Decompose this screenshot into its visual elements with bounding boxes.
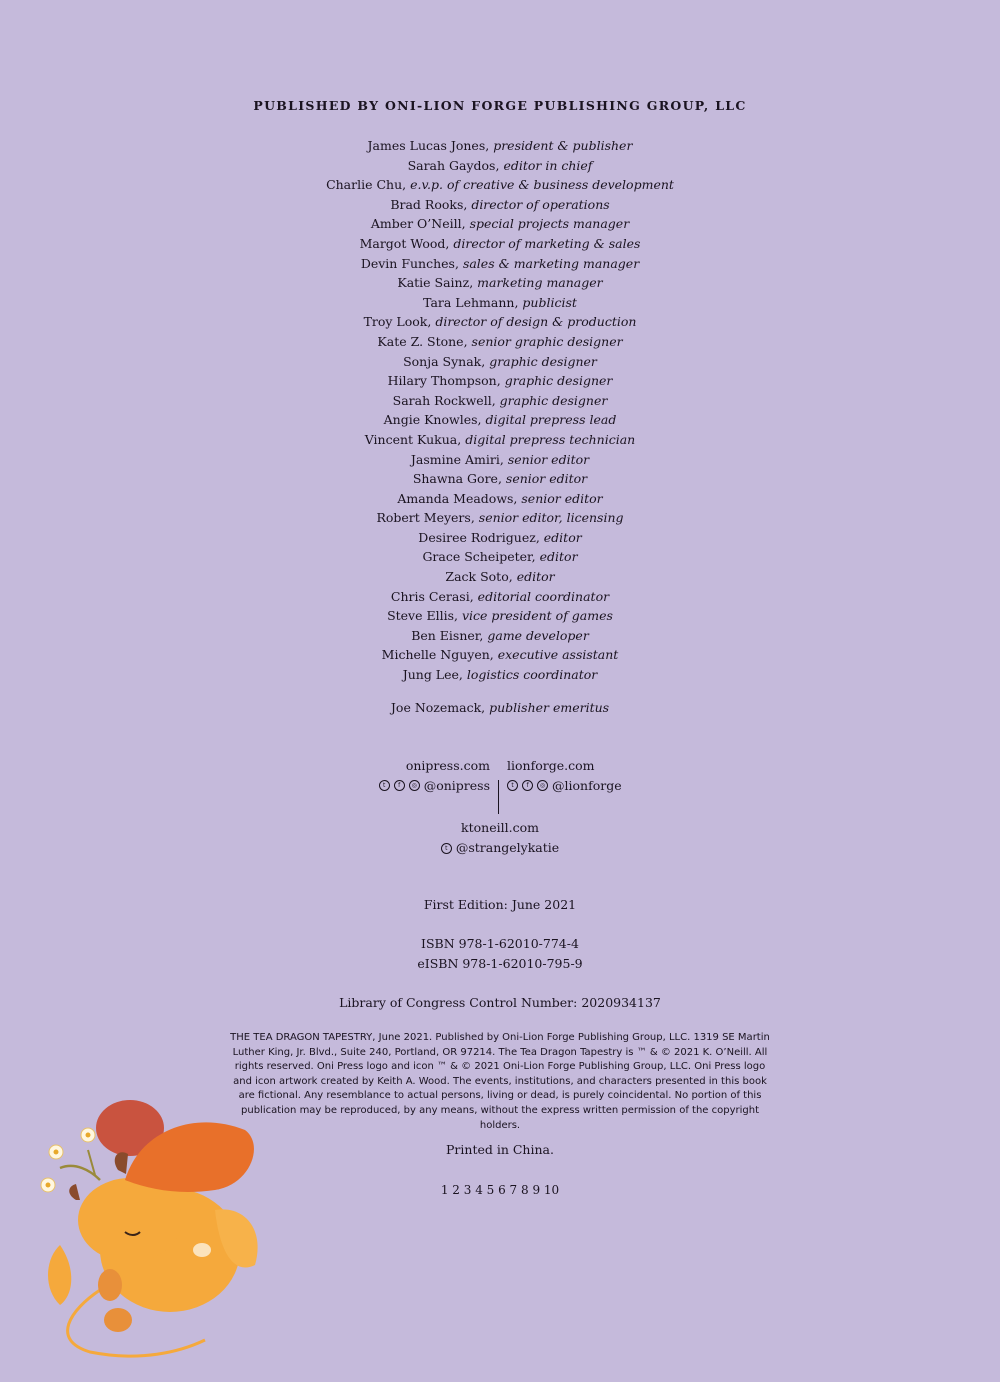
staff-name: Desiree Rodriguez, [418,529,540,545]
staff-row [0,450,1000,470]
staff-row [0,234,1000,254]
staff-row [0,626,1000,646]
site-divider [498,780,499,814]
staff-name: Amber O’Neill, [370,216,466,232]
staff-role: publicist [522,294,577,310]
staff-row [0,332,1000,352]
staff-name: Troy Look, [363,314,432,330]
publisher-heading: PUBLISHED BY ONI-LION FORGE PUBLISHING GROUP, LLC [253,98,747,113]
staff-role: editor [543,529,582,545]
staff-row [0,371,1000,391]
staff-name: Margot Wood, [359,235,450,251]
staff-role: graphic designer [499,392,608,408]
emeritus-row [0,700,1000,715]
author-info [0,818,1000,858]
publisher-sites [0,758,1000,818]
twitter-icon[interactable]: t [379,780,390,791]
staff-row [0,391,1000,411]
staff-row [0,587,1000,607]
staff-row [0,214,1000,234]
staff-row [0,528,1000,548]
staff-role: president & publisher [493,138,633,153]
staff-row [0,312,1000,332]
staff-row [0,156,1000,176]
instagram-icon[interactable]: ◎ [409,780,420,791]
staff-role: director of design & production [435,314,637,330]
lccn: Library of Congress Control Number: 2020934137 [339,995,661,1010]
legal-notice: THE TEA DRAGON TAPESTRY, June 2021. Published by Oni-Lion Forge Publishing Group, LLC. 1319 SE Martin Luther King, Jr. Blvd., Suite 240, Portland, OR 97214. The Tea Dragon Tapestry is ™ & © 2021 K. O’Neill. All rights reserved. Oni Press logo and icon ™ & © 2021 Oni-Lion Forge Publishing Group, LLC. Oni Press logo and icon artwork created by Keith A. Wood. The events, institutions, and characters presented in this book are fictional. Any resemblance to actual persons, living or dead, is purely coincidental. No portion of this publication may be reproduced, by any means, without the express written permission of the copyright holders. [230,1032,770,1131]
staff-name: Jung Lee, [402,667,463,683]
staff-row [0,195,1000,215]
emeritus-role: publisher emeritus [489,700,610,715]
staff-name: Shawna Gore, [412,471,502,487]
staff-row [0,469,1000,489]
twitter-icon[interactable]: t [441,843,452,854]
staff-row [0,665,1000,685]
staff-role: vice president of games [462,608,613,624]
staff-name: Sarah Rockwell, [392,392,496,408]
staff-role: senior editor [507,451,590,467]
staff-role: digital prepress lead [485,412,617,428]
staff-name: Chris Cerasi, [390,588,474,604]
staff-role: marketing manager [477,275,603,291]
onipress-social [379,778,490,793]
staff-name: Brad Rooks, [390,196,468,212]
staff-row [0,430,1000,450]
staff-name: Grace Scheipeter, [422,549,536,565]
staff-role: graphic designer [489,353,597,369]
staff-role: director of marketing & sales [453,235,641,251]
staff-name: Michelle Nguyen, [381,647,494,663]
staff-role: editor in chief [503,157,593,173]
staff-role: graphic designer [504,373,613,389]
staff-role: digital prepress technician [465,431,636,447]
staff-role: executive assistant [497,647,619,663]
staff-name: Tara Lehmann, [423,294,519,310]
staff-row [0,508,1000,528]
staff-role: sales & marketing manager [462,255,640,271]
staff-name: Ben Eisner, [411,627,484,643]
author-social [0,838,1000,858]
staff-row [0,293,1000,313]
staff-role: editorial coordinator [477,588,610,604]
twitter-icon[interactable]: t [507,780,518,791]
print-line: 1 2 3 4 5 6 7 8 9 10 [440,1183,560,1197]
staff-row [0,567,1000,587]
printed-in: Printed in China. [446,1142,554,1157]
staff-name: Amanda Meadows, [397,490,518,506]
isbn: ISBN 978-1-62010-774-4 [421,936,579,951]
staff-role: logistics coordinator [466,667,598,683]
staff-name: Steve Ellis, [387,608,459,624]
staff-name: Hilary Thompson, [387,373,501,389]
instagram-icon[interactable]: ◎ [537,780,548,791]
staff-role: game developer [487,627,589,643]
staff-row [0,606,1000,626]
staff-name: Devin Funches, [360,255,459,271]
staff-role: director of operations [471,196,610,212]
staff-name: Angie Knowles, [383,412,482,428]
staff-row [0,136,1000,156]
staff-name: Charlie Chu, [326,177,407,193]
staff-row [0,273,1000,293]
staff-role: senior editor, licensing [478,510,624,526]
author-handle[interactable]: @strangelykatie [455,840,560,855]
lionforge-social [507,778,622,793]
staff-row [0,352,1000,372]
lionforge-link[interactable]: lionforge.com [507,758,595,773]
staff-name: Sonja Synak, [403,353,486,369]
staff-role: special projects manager [469,216,630,232]
staff-name: Sarah Gaydos, [407,157,500,173]
staff-role: editor [516,569,555,585]
staff-row [0,645,1000,665]
staff-name: Kate Z. Stone, [377,333,468,349]
facebook-icon[interactable]: f [522,780,533,791]
staff-role: senior editor [521,490,603,506]
emeritus-name: Joe Nozemack, [390,700,486,715]
staff-name: Zack Soto, [445,569,513,585]
staff-name: Robert Meyers, [376,510,475,526]
edition: First Edition: June 2021 [423,897,577,912]
staff-row [0,254,1000,274]
author-link[interactable]: ktoneill.com [461,820,539,835]
staff-role: senior graphic designer [471,333,623,349]
tea-dragon-illustration [30,1090,270,1370]
staff-list [0,136,1000,685]
staff-name: Vincent Kukua, [364,431,462,447]
lionforge-handle[interactable]: @lionforge [552,778,622,793]
staff-name: Katie Sainz, [397,275,474,291]
staff-row [0,410,1000,430]
staff-role: editor [539,549,578,565]
facebook-icon[interactable]: f [394,780,405,791]
staff-role: senior editor [505,471,588,487]
onipress-handle[interactable]: @onipress [423,778,490,793]
staff-row [0,547,1000,567]
staff-role: e.v.p. of creative & business development [410,177,674,193]
staff-row [0,175,1000,195]
staff-name: James Lucas Jones, [367,138,490,153]
onipress-link[interactable]: onipress.com [405,758,490,773]
staff-row [0,489,1000,509]
eisbn: eISBN 978-1-62010-795-9 [417,956,583,971]
staff-name: Jasmine Amiri, [410,451,504,467]
